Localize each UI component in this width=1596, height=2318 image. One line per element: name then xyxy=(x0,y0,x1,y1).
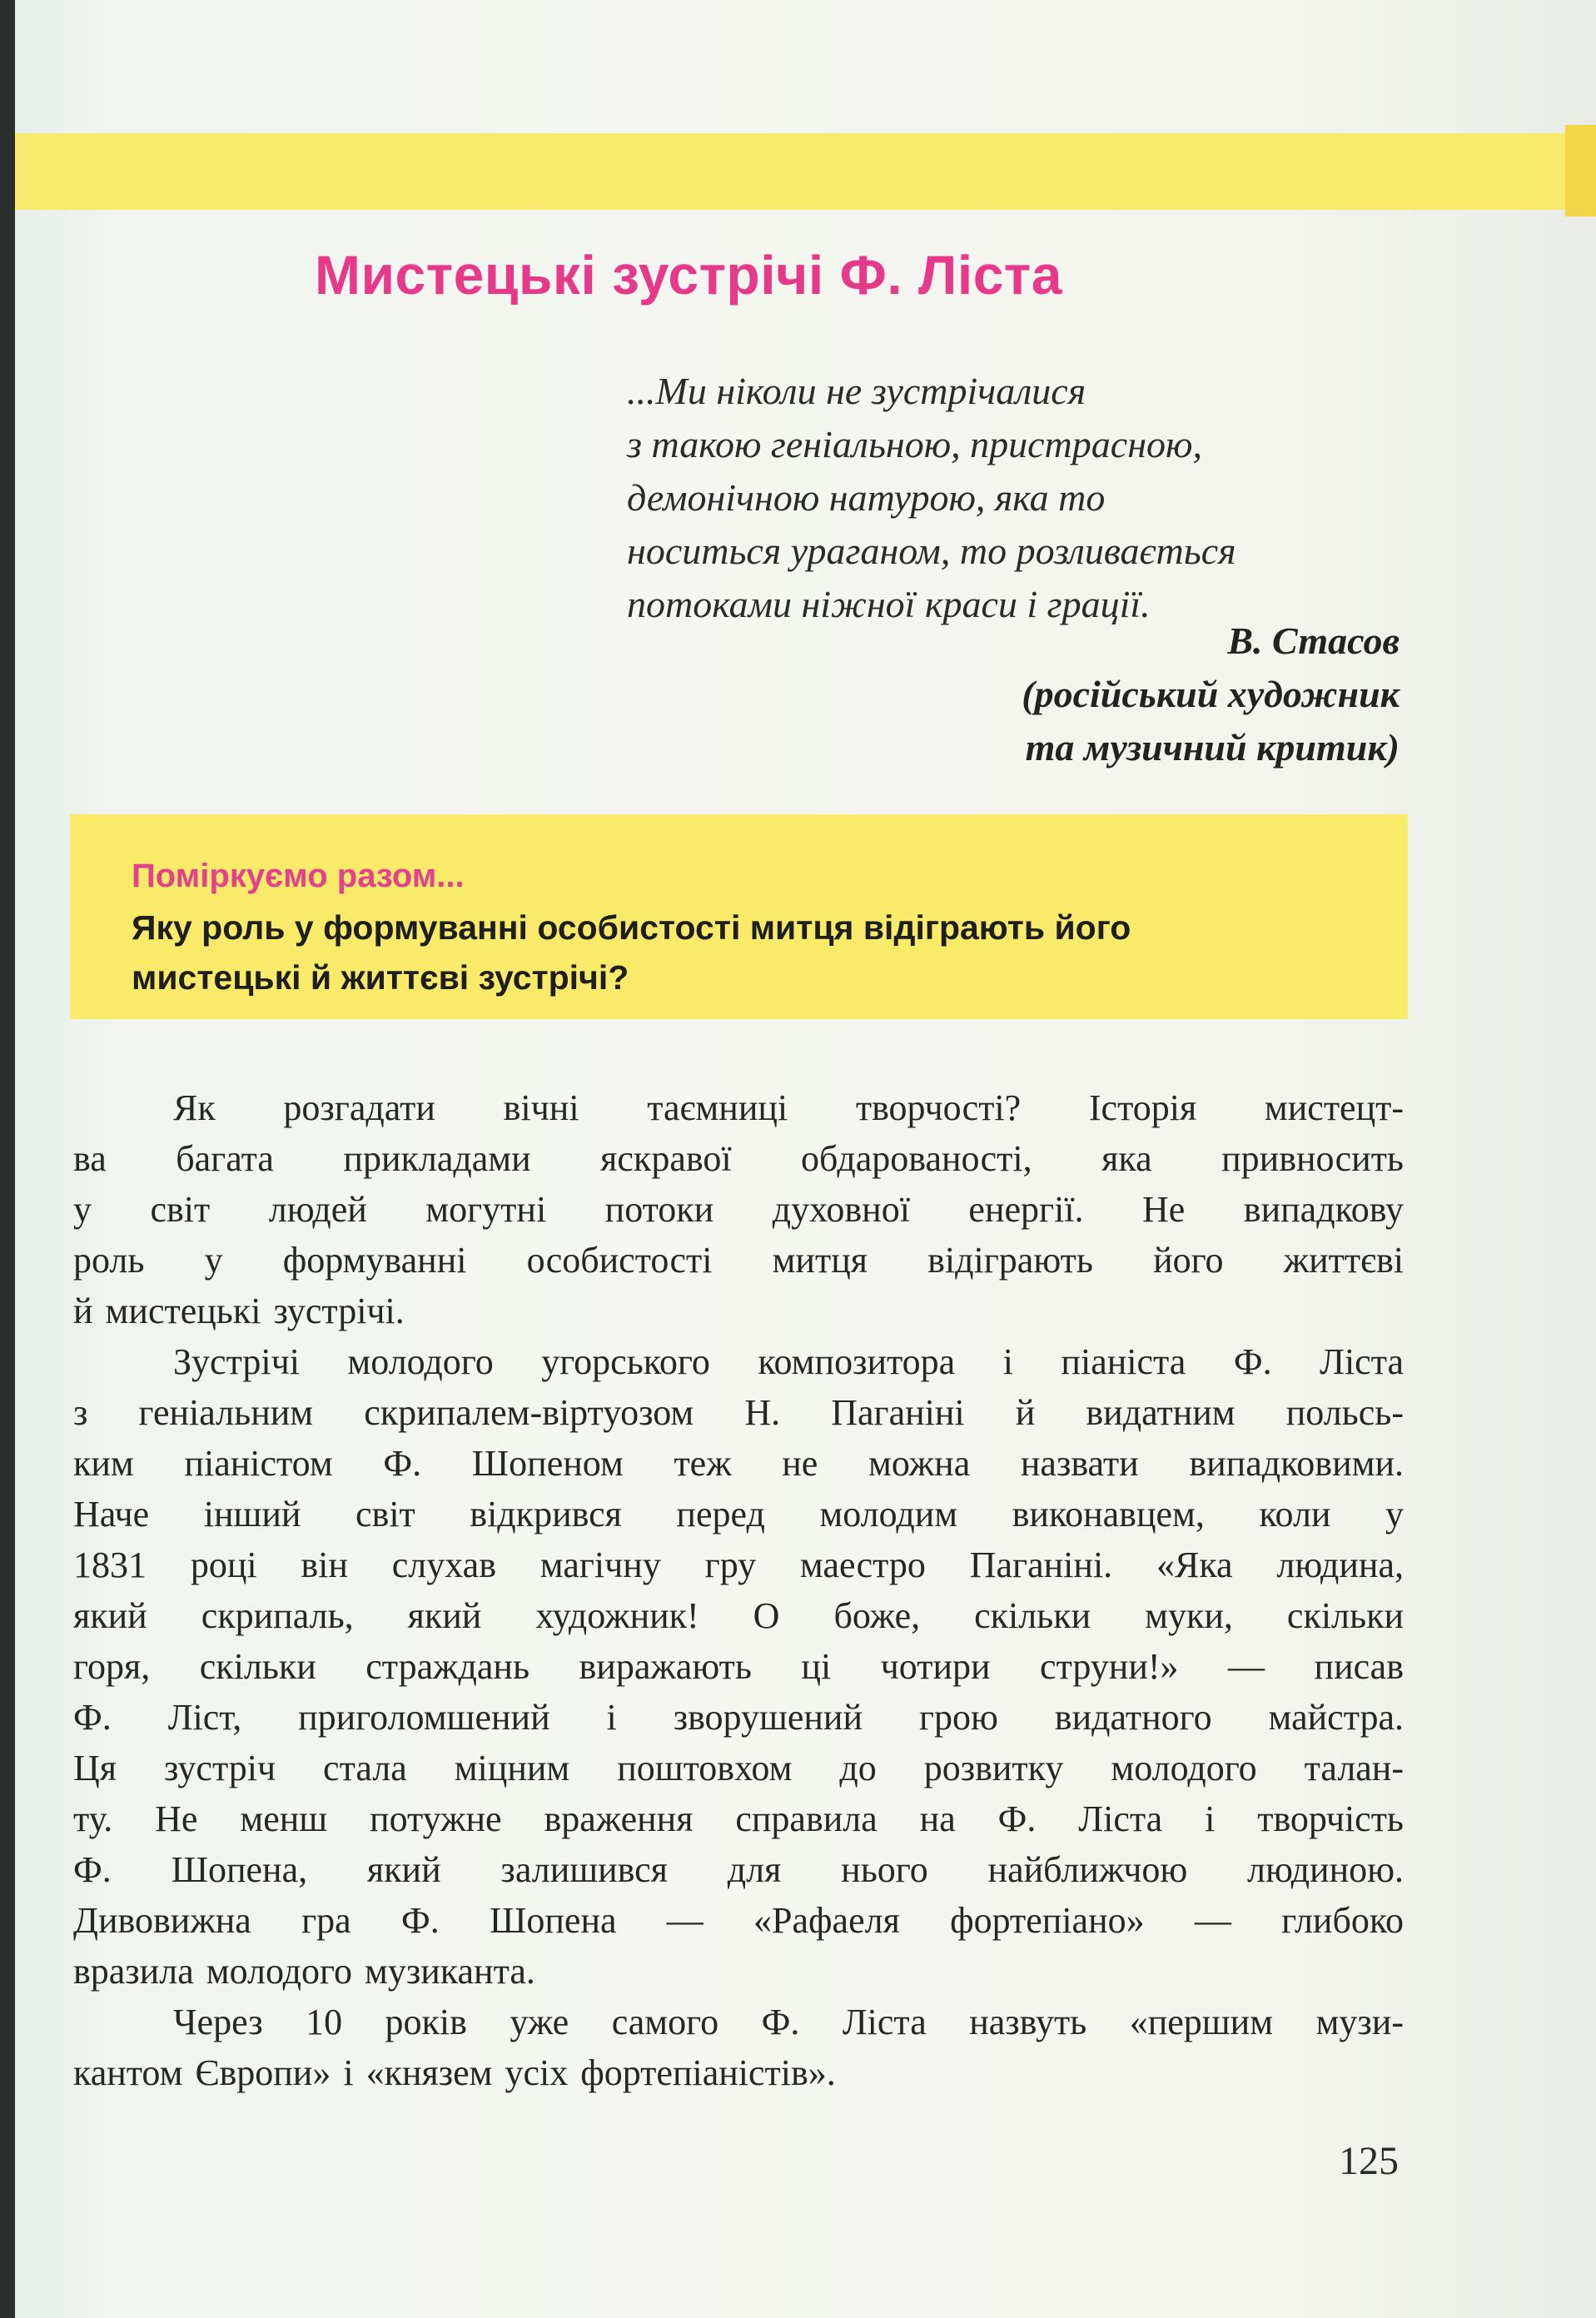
epigraph-attribution xyxy=(1022,614,1400,774)
text-line: Як розгадати вічні таємниці творчості? Історія мистецт- xyxy=(173,1087,1404,1128)
page-number: 125 xyxy=(1339,2139,1399,2183)
text-line: Наче інший світ відкрився перед молодим виконавцем, коли у xyxy=(73,1494,1404,1535)
page-edge-tab xyxy=(1565,125,1596,216)
text-line: ким піаністом Ф. Шопеном теж не можна назвати випадковими. xyxy=(73,1443,1404,1484)
text-line: роль у формуванні особистості митця відіграють його життєві xyxy=(73,1240,1404,1281)
discussion-question-line: Яку роль у формуванні особистості митця відіграють його xyxy=(132,908,1131,947)
text-line: Ф. Ліст, приголомшений і зворушений грою видатного майстра. xyxy=(73,1697,1404,1738)
page-title: Мистецькі зустрічі Ф. Ліста xyxy=(315,244,1062,306)
paragraph xyxy=(73,1336,1404,1997)
discussion-question xyxy=(132,903,1380,1002)
textbook-page xyxy=(15,0,1596,2318)
text-line: який скрипаль, який художник! О боже, скільки муки, скільки xyxy=(73,1595,1404,1636)
epigraph-author-note: (російський художник xyxy=(1022,673,1400,715)
text-line: з геніальним скрипалем-віртуозом Н. Паганіні й видатним польсь- xyxy=(73,1392,1404,1433)
text-line: Зустрічі молодого угорського композитора і піаніста Ф. Ліста xyxy=(173,1341,1404,1382)
text-line: Ф. Шопена, який залишився для нього найближчою людиною. xyxy=(73,1849,1404,1890)
epigraph-line: демонічною натурою, яка то xyxy=(627,476,1106,519)
paragraph xyxy=(73,1082,1404,1336)
epigraph-line: потоками ніжної краси і грації. xyxy=(627,583,1151,625)
text-line: ва багата прикладами яскравої обдарованості, яка привносить xyxy=(73,1138,1404,1179)
text-line: у світ людей могутні потоки духовної енергії. Не випадкову xyxy=(73,1189,1404,1230)
epigraph-quote xyxy=(627,365,1410,631)
epigraph-author-note: та музичний критик) xyxy=(1025,726,1400,769)
text-line: горя, скільки страждань виражають ці чотири струни!» — писав xyxy=(73,1646,1404,1687)
epigraph-author: В. Стасов xyxy=(1227,619,1400,662)
epigraph-line: ...Ми ніколи не зустрічалися xyxy=(627,370,1086,412)
text-line: й мистецькі зустрічі. xyxy=(73,1291,405,1331)
body-text xyxy=(73,1082,1404,2098)
epigraph-line: носиться ураганом, то розливається xyxy=(627,530,1236,572)
header-color-band xyxy=(15,133,1596,210)
paragraph xyxy=(73,1997,1404,2098)
text-line: Ця зустріч стала міцним поштовхом до розвитку молодого талан- xyxy=(73,1748,1404,1788)
text-line: Через 10 років уже самого Ф. Ліста назвуть «першим музи- xyxy=(173,2002,1404,2042)
text-line: кантом Європи» і «князем усіх фортепіаністів». xyxy=(73,2052,836,2093)
text-line: ту. Не менш потужне враження справила на Ф. Ліста і творчість xyxy=(73,1798,1404,1839)
epigraph-line: з такою геніальною, пристрасною, xyxy=(627,423,1202,465)
text-line: вразила молодого музиканта. xyxy=(73,1951,535,1992)
text-line: Дивовижна гра Ф. Шопена — «Рафаеля фортепіано» — глибоко xyxy=(73,1900,1404,1941)
discussion-question-line: мистецькі й життєві зустрічі? xyxy=(132,958,629,997)
discussion-label: Поміркуємо разом... xyxy=(132,858,465,894)
text-line: 1831 році він слухав магічну гру маестро Паганіні. «Яка людина, xyxy=(73,1545,1404,1585)
